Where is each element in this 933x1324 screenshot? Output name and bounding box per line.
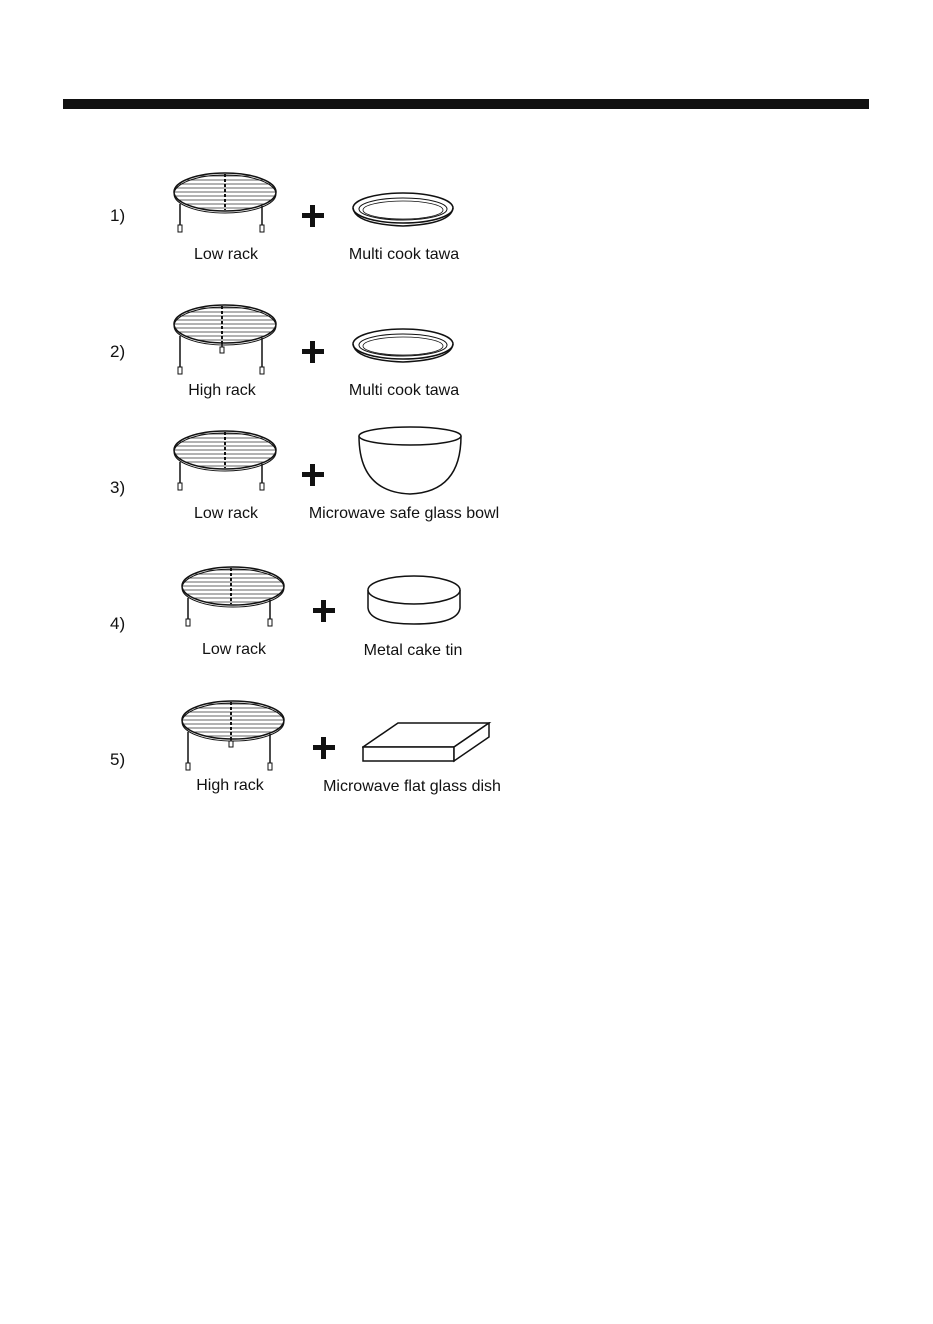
plus-icon xyxy=(313,737,335,759)
item-number: 3) xyxy=(110,478,126,497)
item-number: 2) xyxy=(110,342,126,361)
glass-bowl-icon xyxy=(356,424,464,498)
plus-icon xyxy=(302,341,324,363)
dish-label: Microwave flat glass dish xyxy=(323,778,501,795)
rack-label: Low rack xyxy=(193,246,259,263)
item-number: 1) xyxy=(110,206,126,225)
low-rack-icon xyxy=(178,564,288,630)
low-rack-icon xyxy=(170,170,280,236)
rack-label: Low rack xyxy=(201,641,267,658)
tawa-icon xyxy=(350,326,456,368)
rack-label: High rack xyxy=(196,777,264,794)
tawa-icon xyxy=(350,190,456,232)
plus-icon xyxy=(302,464,324,486)
cake-tin-icon xyxy=(366,574,462,626)
dish-label: Microwave safe glass bowl xyxy=(308,505,500,522)
header-rule xyxy=(63,99,869,109)
rack-label: High rack xyxy=(188,382,256,399)
dish-label: Metal cake tin xyxy=(363,642,463,659)
plus-icon xyxy=(302,205,324,227)
low-rack-icon xyxy=(170,428,280,494)
high-rack-icon xyxy=(178,698,288,774)
plus-icon xyxy=(313,600,335,622)
item-number: 4) xyxy=(110,614,126,633)
rack-label: Low rack xyxy=(193,505,259,522)
high-rack-icon xyxy=(170,302,280,378)
item-number: 5) xyxy=(110,750,126,769)
dish-label: Multi cook tawa xyxy=(348,246,460,263)
flat-dish-icon xyxy=(362,722,492,764)
dish-label: Multi cook tawa xyxy=(348,382,460,399)
